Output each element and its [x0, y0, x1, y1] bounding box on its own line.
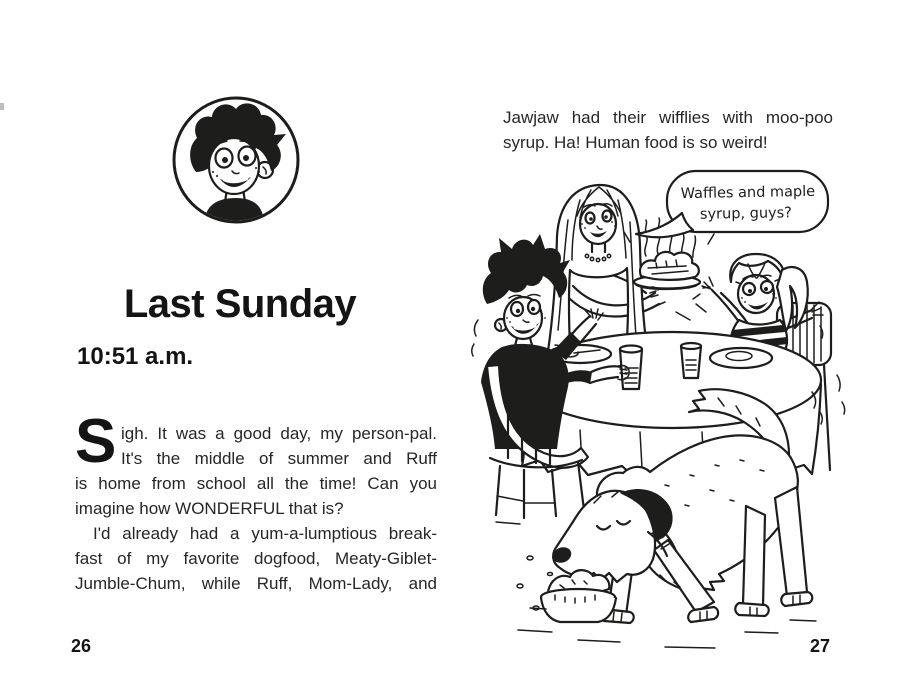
body-line: I'd already had a yum-a-lumptious break-	[93, 524, 437, 543]
glass-1	[620, 346, 642, 390]
body-line: Jumble-Chum, while Ruff, Mom-Lady, and	[75, 574, 437, 593]
drop-cap: S	[75, 407, 117, 476]
dog-hind-leg-1	[743, 506, 765, 606]
chapter-title: Last Sunday	[123, 282, 357, 326]
breakfast-illustration	[460, 160, 900, 670]
dog-hind-leg-2	[775, 487, 807, 596]
scan-artifact	[0, 103, 4, 110]
mom-face	[580, 204, 616, 244]
boy-avatar-illustration	[166, 90, 306, 230]
body-line: igh. It was a good day, my person-pal.	[121, 424, 437, 443]
speech-bubble	[636, 171, 828, 237]
time-heading: 10:51 a.m.	[77, 343, 194, 370]
body-line: Jawjaw had their wifflies with moo-poo	[503, 108, 833, 127]
page-number-right: 27	[810, 636, 831, 656]
waffle-stack	[640, 252, 699, 280]
body-line: is home from school all the time! Can you	[75, 474, 437, 493]
page-number-left: 26	[71, 636, 92, 656]
girl-left-hand	[702, 277, 713, 290]
speech-bubble-line: syrup, guys?	[699, 205, 793, 223]
body-line: It's the middle of summer and Ruff	[121, 449, 437, 468]
body-line: fast of my favorite dogfood, Meaty-Giblet-	[75, 549, 437, 568]
girl-plate	[710, 348, 772, 368]
left-body-text	[75, 407, 437, 596]
glass-2	[681, 343, 701, 378]
body-line: imagine how WONDERFUL that is?	[75, 499, 344, 518]
speech-bubble-line: Waffles and maple	[680, 183, 816, 203]
right-body-text	[503, 105, 833, 155]
body-line: syrup. Ha! Human food is so weird!	[503, 133, 768, 152]
